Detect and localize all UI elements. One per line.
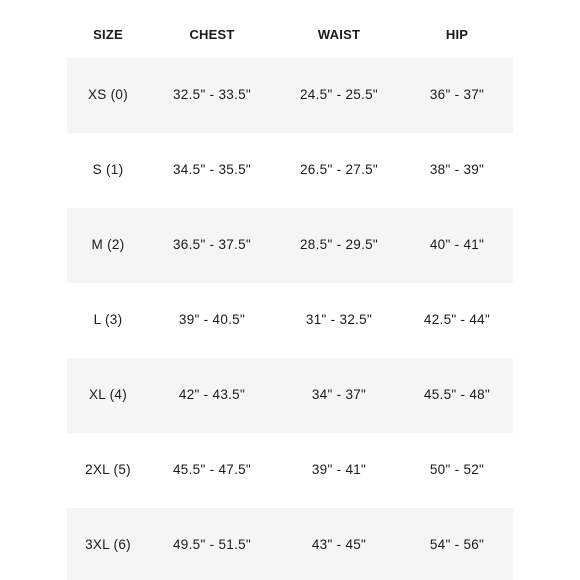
hip-cell: 38" - 39": [429, 162, 485, 177]
waist-cell: 39" - 41": [311, 462, 367, 477]
waist-cell: 24.5" - 25.5": [299, 87, 379, 102]
hip-cell: 50" - 52": [429, 462, 485, 477]
table-row: [67, 358, 513, 433]
size-cell: XS (0): [87, 87, 129, 102]
chest-cell: 36.5" - 37.5": [172, 237, 252, 252]
waist-cell: 34" - 37": [311, 387, 367, 402]
waist-cell: 43" - 45": [311, 537, 367, 552]
table-row: [67, 208, 513, 283]
size-cell: 2XL (5): [85, 462, 131, 477]
size-cell: S (1): [92, 162, 124, 177]
hip-cell: 42.5" - 44": [423, 312, 491, 327]
chest-cell: 39" - 40.5": [178, 312, 246, 327]
waist-cell: 26.5" - 27.5": [299, 162, 379, 177]
table-header: [0, 0, 580, 58]
waist-cell: 28.5" - 29.5": [299, 237, 379, 252]
header-size: SIZE: [93, 27, 123, 42]
waist-cell: 31" - 32.5": [305, 312, 373, 327]
hip-cell: 45.5" - 48": [423, 387, 491, 402]
table-row: [67, 133, 513, 208]
header-waist: WAIST: [317, 27, 361, 42]
chest-cell: 32.5" - 33.5": [172, 87, 252, 102]
size-cell: XL (4): [88, 387, 128, 402]
hip-cell: 54" - 56": [429, 537, 485, 552]
size-cell: M (2): [91, 237, 125, 252]
header-chest: CHEST: [189, 27, 235, 42]
size-cell: L (3): [93, 312, 123, 327]
table-row: [67, 508, 513, 580]
table-row: [67, 433, 513, 508]
table-row: [67, 58, 513, 133]
chest-cell: 42" - 43.5": [178, 387, 246, 402]
hip-cell: 40" - 41": [429, 237, 485, 252]
chest-cell: 49.5" - 51.5": [172, 537, 252, 552]
hip-cell: 36" - 37": [429, 87, 485, 102]
chest-cell: 45.5" - 47.5": [172, 462, 252, 477]
chest-cell: 34.5" - 35.5": [172, 162, 252, 177]
header-hip: HIP: [445, 27, 469, 42]
table-row: [67, 283, 513, 358]
size-cell: 3XL (6): [85, 537, 131, 552]
